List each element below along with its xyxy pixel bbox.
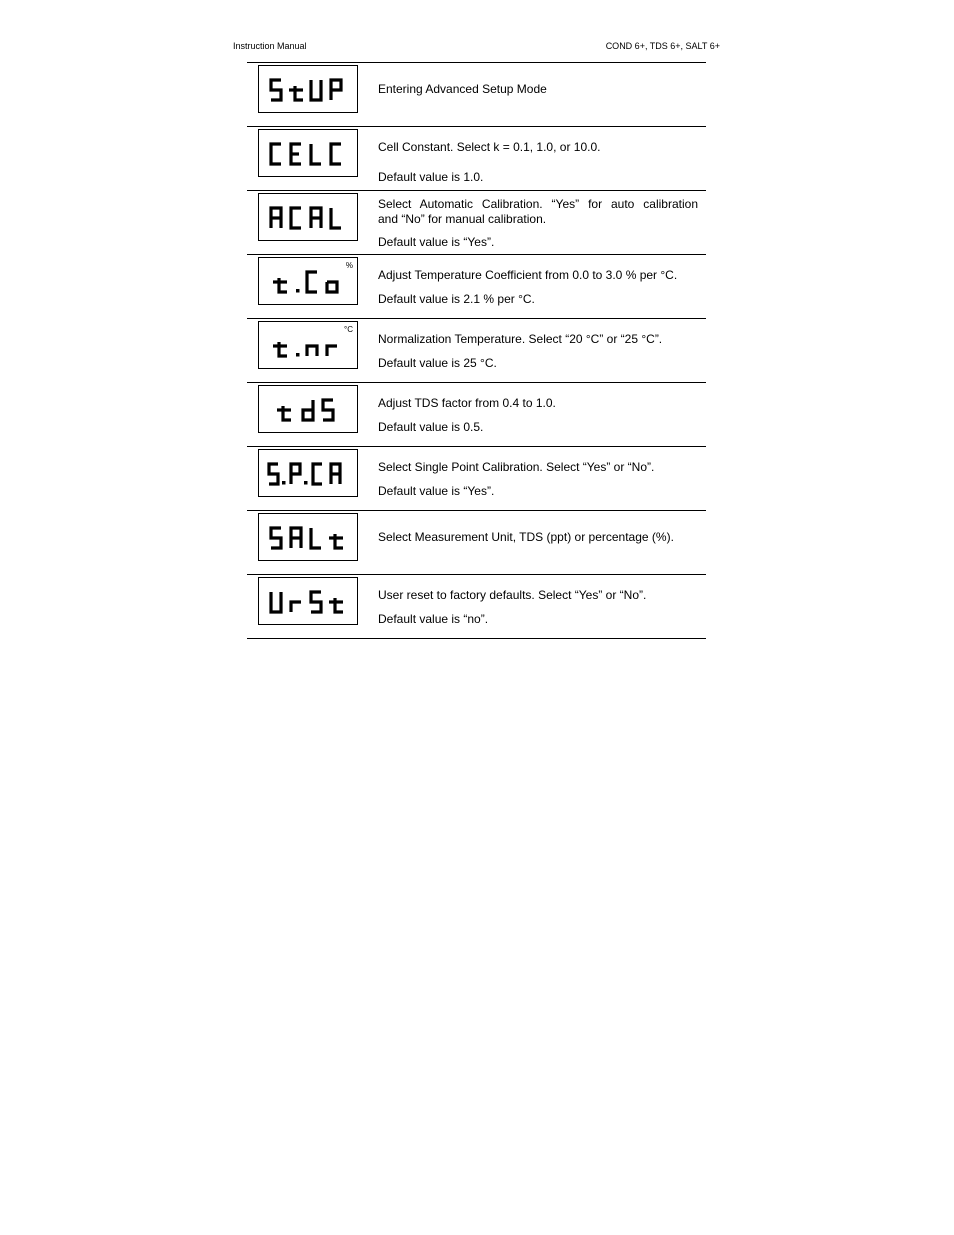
- table-row: [247, 575, 706, 639]
- table-row: [247, 447, 706, 511]
- table-row: [247, 191, 706, 255]
- row-default: Default value is 0.5.: [378, 420, 484, 434]
- lcd-display: [258, 449, 358, 497]
- lcd-spca-icon: [259, 450, 359, 498]
- lcd-tds-icon: [259, 386, 359, 434]
- lcd-display: [258, 577, 358, 625]
- header-right: COND 6+, TDS 6+, SALT 6+: [605, 41, 720, 51]
- lcd-display: [258, 129, 358, 177]
- unit-indicator: %: [345, 261, 353, 270]
- row-default: Default value is “Yes”.: [378, 484, 495, 498]
- header-left: Instruction Manual: [233, 41, 307, 51]
- table-row: [247, 255, 706, 319]
- row-description-cont: and “No” for manual calibration.: [378, 212, 547, 226]
- setup-table: [247, 62, 706, 639]
- row-default: Default value is 2.1 % per °C.: [378, 292, 535, 306]
- unit-indicator: °C: [344, 325, 353, 334]
- lcd-display: [258, 193, 358, 241]
- lcd-display: [258, 257, 358, 305]
- lcd-display: [258, 65, 358, 113]
- row-default: Default value is “no”.: [378, 612, 489, 626]
- row-default: Default value is 1.0.: [378, 170, 484, 184]
- row-description: Select Single Point Calibration. Select “Yes” or “No”.: [378, 460, 655, 474]
- lcd-display: [258, 513, 358, 561]
- lcd-display: [258, 321, 358, 369]
- lcd-acal-icon: [259, 194, 359, 242]
- table-row: [247, 383, 706, 447]
- row-description: Cell Constant. Select k = 0.1, 1.0, or 10.0.: [378, 140, 601, 154]
- row-description: Normalization Temperature. Select “20 °C” or “25 °C”.: [378, 332, 663, 346]
- lcd-stup-icon: [259, 66, 359, 114]
- lcd-celc-icon: [259, 130, 359, 178]
- table-row: [247, 127, 706, 191]
- lcd-urst-icon: [259, 578, 359, 626]
- lcd-salt-icon: [259, 514, 359, 562]
- table-row: [247, 319, 706, 383]
- row-description: Adjust Temperature Coefficient from 0.0 to 3.0 % per °C.: [378, 268, 678, 282]
- table-row: [247, 63, 706, 127]
- row-description: Adjust TDS factor from 0.4 to 1.0.: [378, 396, 556, 410]
- row-description: Select Measurement Unit, TDS (ppt) or percentage (%).: [378, 530, 674, 544]
- row-description: Select Automatic Calibration. “Yes” for auto calibration: [378, 197, 698, 211]
- row-description: User reset to factory defaults. Select “Yes” or “No”.: [378, 588, 647, 602]
- table-row: [247, 511, 706, 575]
- row-default: Default value is “Yes”.: [378, 235, 495, 249]
- lcd-display: [258, 385, 358, 433]
- row-description: Entering Advanced Setup Mode: [378, 82, 547, 96]
- lcd-tco-icon: [259, 258, 359, 306]
- row-default: Default value is 25 °C.: [378, 356, 497, 370]
